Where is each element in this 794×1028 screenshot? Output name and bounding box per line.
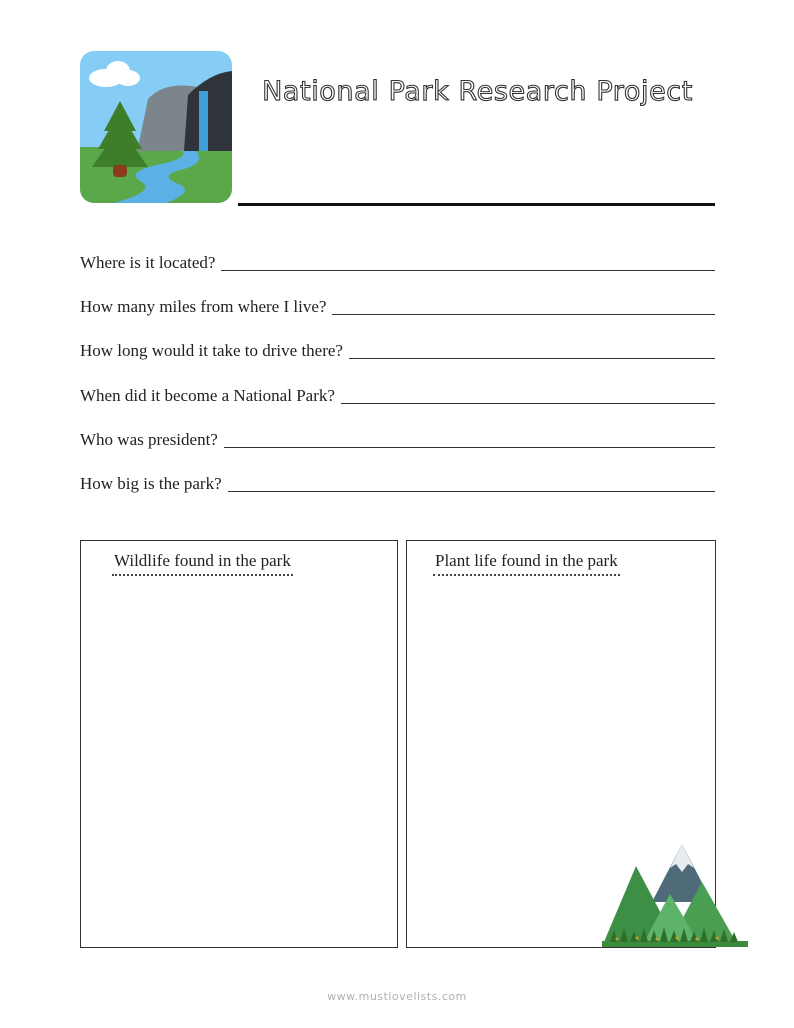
question-row (80, 293, 715, 317)
national-park-landscape-icon (80, 51, 232, 203)
question-row (80, 337, 715, 361)
question-label: Who was president? (80, 430, 218, 449)
question-row (80, 470, 715, 494)
question-row (80, 382, 715, 406)
wildlife-box[interactable] (80, 540, 398, 948)
question-label: How big is the park? (80, 474, 222, 493)
answer-line[interactable] (349, 358, 715, 359)
question-label: Where is it located? (80, 253, 216, 272)
question-label: When did it become a National Park? (80, 386, 335, 405)
answer-line[interactable] (341, 403, 715, 404)
answer-line[interactable] (332, 314, 715, 315)
mountains-icon (600, 842, 750, 950)
question-row (80, 249, 715, 273)
answer-line[interactable] (221, 270, 715, 271)
answer-line[interactable] (224, 447, 715, 448)
wildlife-box-title: Wildlife found in the park (112, 550, 293, 576)
question-row (80, 426, 715, 450)
question-label: How many miles from where I live? (80, 297, 327, 316)
plant-life-box-title: Plant life found in the park (433, 550, 620, 576)
question-label: How long would it take to drive there? (80, 341, 343, 360)
footer-url: www.mustlovelists.com (327, 990, 467, 1003)
page-title: National Park Research Project (262, 76, 693, 107)
title-underline (238, 203, 715, 206)
answer-line[interactable] (228, 491, 715, 492)
